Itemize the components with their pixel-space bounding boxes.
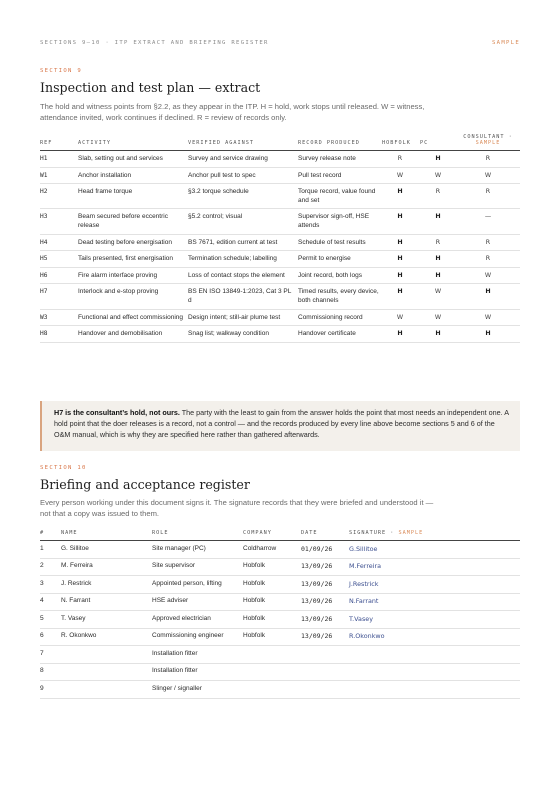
itp-consultant-cell [458, 326, 520, 343]
col-consultant [458, 134, 520, 151]
itp-consultant-cell [458, 209, 520, 234]
point-type-mark: H [435, 155, 441, 162]
section-9-intro: The hold and witness points from §2.2, as they appear in the ITP. H = hold, work stops until released. W = witness, attendance invited, work continues if declined. R = review of records only. [40, 102, 425, 122]
register-index-cell: 8 [40, 667, 44, 675]
register-row [40, 611, 520, 629]
itp-activity-cell: Functional and effect commissioning [78, 313, 184, 321]
consultant-hold-callout [40, 401, 520, 451]
point-type-mark: R [435, 188, 441, 196]
point-type-mark: W [434, 288, 442, 296]
register-index-cell: 2 [40, 562, 44, 570]
itp-pc-cell [420, 151, 458, 168]
register-role-cell: Installation fitter [152, 649, 198, 657]
col-pc: PC [420, 140, 429, 146]
register-row [40, 663, 520, 681]
section-9-label: SECTION 9 [40, 68, 83, 74]
point-type-mark: R [485, 255, 491, 263]
itp-record-cell: Survey release note [298, 155, 356, 162]
itp-ref-cell: H7 [40, 288, 48, 296]
register-role-cell: Site supervisor [152, 562, 195, 570]
register-header-row [40, 530, 520, 541]
itp-hobfolk-cell [382, 309, 420, 326]
itp-ref-cell: H8 [40, 330, 48, 338]
point-type-mark: W [396, 313, 404, 321]
point-type-mark: H [435, 255, 441, 263]
col-activity: ACTIVITY [78, 140, 111, 146]
register-signature-cell[interactable]: R.Okonkwo [349, 632, 385, 641]
itp-hobfolk-cell [382, 251, 420, 268]
col-signature-sample-tag: SAMPLE [398, 530, 424, 536]
register-date-cell: 13/09/26 [301, 562, 333, 571]
itp-record-cell: Torque record, value found and set [298, 188, 376, 204]
callout-lead: H7 is the consultant’s hold, not ours. [54, 408, 180, 417]
point-type-mark: H [485, 288, 491, 296]
itp-pc-cell [420, 184, 458, 209]
itp-ref-cell: H2 [40, 188, 48, 196]
itp-record-cell: Permit to energise [298, 255, 351, 263]
itp-ref-cell: H4 [40, 238, 48, 246]
itp-ref-cell: W3 [40, 313, 48, 321]
itp-row [40, 267, 520, 284]
itp-activity-cell: Dead testing before energisation [78, 238, 172, 246]
point-type-mark: W [434, 313, 442, 321]
itp-consultant-cell [458, 309, 520, 326]
itp-activity-cell: Interlock and e-stop proving [78, 288, 159, 296]
point-type-mark: R [435, 238, 441, 246]
point-type-mark: R [485, 188, 491, 196]
register-name-cell: T. Vasey [61, 614, 86, 622]
itp-ref-cell: H5 [40, 255, 48, 263]
itp-verified-cell: BS EN ISO 13849-1:2023, Cat 3 PL d [188, 288, 292, 304]
register-date-cell: 01/09/26 [301, 544, 333, 553]
point-type-mark: H [397, 238, 403, 246]
register-index-cell: 7 [40, 649, 44, 657]
section-10-label: SECTION 10 [40, 465, 87, 471]
itp-verified-cell: Loss of contact stops the element [188, 271, 285, 279]
itp-activity-cell: Handover and demobilisation [78, 330, 163, 338]
itp-verified-cell: Anchor pull test to spec [188, 171, 256, 179]
register-index-cell: 3 [40, 579, 44, 587]
itp-activity-cell: Anchor installation [78, 171, 132, 179]
section-10-title: Briefing and acceptance register [40, 477, 250, 492]
itp-hobfolk-cell [382, 326, 420, 343]
register-row [40, 628, 520, 646]
register-signature-cell[interactable] [349, 681, 520, 699]
callout-body: The party with the least to gain from the answer holds the point that most needs an independent one. A hold point that the doer releases is a record, not a control — and the records produced by every line above become sections 5 and 6 of the O&M manual, which is why they are specified here rather than gathered afterwards. [54, 408, 509, 439]
point-type-mark: W [484, 171, 492, 179]
itp-verified-cell: Design intent; still-air plume test [188, 313, 281, 321]
itp-row [40, 151, 520, 168]
itp-row [40, 309, 520, 326]
itp-hobfolk-cell [382, 284, 420, 309]
register-name-cell [61, 663, 152, 681]
register-index-cell: 9 [40, 684, 44, 692]
register-signature-cell[interactable] [349, 663, 520, 681]
point-type-mark: H [485, 330, 491, 338]
register-row [40, 576, 520, 594]
col-index: # [40, 530, 45, 536]
register-name-cell: N. Farrant [61, 597, 91, 605]
itp-ref-cell: W1 [40, 171, 48, 179]
point-type-mark: H [397, 255, 403, 263]
point-type-mark: H [397, 330, 403, 338]
register-role-cell: Appointed person, lifting [152, 579, 222, 587]
col-record-produced: RECORD PRODUCED [298, 140, 360, 146]
itp-activity-cell: Slab, setting out and services [78, 155, 163, 162]
point-type-mark: H [397, 188, 403, 196]
itp-hobfolk-cell [382, 209, 420, 234]
register-row [40, 646, 520, 664]
itp-row [40, 284, 520, 309]
itp-pc-cell [420, 234, 458, 251]
register-company-cell [243, 663, 301, 681]
section-10-intro: Every person working under this document signs it. The signature records that they were briefed and understood it — not that a copy was issued to them. [40, 498, 434, 518]
itp-record-cell: Handover certificate [298, 330, 356, 338]
itp-pc-cell [420, 326, 458, 343]
register-index-cell: 6 [40, 632, 44, 640]
register-name-cell [61, 681, 152, 699]
itp-activity-cell: Head frame torque [78, 188, 133, 196]
itp-verified-cell: BS 7671, edition current at test [188, 238, 278, 246]
itp-verified-cell: §3.2 torque schedule [188, 188, 249, 196]
register-company-cell: Coldharrow [243, 544, 277, 552]
point-type-mark: W [484, 313, 492, 321]
briefing-register-table [40, 530, 520, 699]
point-type-mark: W [434, 171, 442, 179]
itp-ref-cell: H3 [40, 213, 48, 221]
running-head [40, 40, 520, 50]
col-date: DATE [301, 530, 318, 536]
point-type-mark: H [435, 271, 441, 279]
register-company-cell [243, 646, 301, 664]
itp-consultant-cell [458, 151, 520, 168]
point-type-mark: W [484, 271, 492, 279]
register-name-cell: R. Okonkwo [61, 632, 97, 640]
col-company: COMPANY [243, 530, 272, 536]
running-head-title: SECTIONS 9–10 · ITP EXTRACT AND BRIEFING REGISTER [40, 40, 269, 46]
col-signature [349, 530, 520, 541]
register-index-cell: 1 [40, 544, 44, 552]
itp-pc-cell [420, 284, 458, 309]
register-company-cell: Hobfolk [243, 614, 266, 622]
register-name-cell: M. Ferreira [61, 562, 93, 570]
itp-pc-cell [420, 309, 458, 326]
itp-ref-cell: H6 [40, 271, 48, 279]
register-date-cell: 13/09/26 [301, 579, 333, 588]
col-name: NAME [61, 530, 78, 536]
register-signature-cell[interactable]: M.Ferreira [349, 562, 382, 571]
itp-row [40, 167, 520, 184]
register-date-cell: 13/09/26 [301, 597, 333, 606]
itp-verified-cell: §5.2 control; visual [188, 213, 243, 221]
register-date-cell [301, 681, 349, 699]
col-hobfolk: HOBFOLK [382, 140, 411, 146]
register-company-cell: Hobfolk [243, 632, 266, 640]
itp-consultant-cell [458, 267, 520, 284]
register-date-cell [301, 646, 349, 664]
register-role-cell: Commissioning engineer [152, 632, 224, 640]
itp-pc-cell [420, 251, 458, 268]
col-ref: REF [40, 140, 53, 146]
register-name-cell: J. Restrick [61, 579, 92, 587]
point-type-mark: R [397, 155, 403, 162]
itp-hobfolk-cell [382, 151, 420, 168]
itp-activity-cell: Beam secured before eccentric release [78, 213, 168, 229]
itp-record-cell: Schedule of test results [298, 238, 366, 246]
register-index-cell: 4 [40, 597, 44, 605]
itp-pc-cell [420, 209, 458, 234]
register-role-cell: Installation fitter [152, 667, 198, 675]
itp-activity-cell: Tails presented, first energisation [78, 255, 174, 263]
register-name-cell: G. Sillitoe [61, 544, 89, 552]
register-signature-cell[interactable] [349, 646, 520, 664]
register-row [40, 593, 520, 611]
itp-pc-cell [420, 267, 458, 284]
register-date-cell: 13/09/26 [301, 614, 333, 623]
itp-row [40, 184, 520, 209]
register-role-cell: HSE adviser [152, 597, 189, 605]
sample-stamp: SAMPLE [491, 40, 520, 46]
register-signature-cell[interactable]: T.Vasey [349, 614, 374, 623]
col-verified-against: VERIFIED AGAINST [188, 140, 254, 146]
point-type-mark: R [485, 155, 491, 162]
itp-consultant-cell [458, 184, 520, 209]
register-row [40, 681, 520, 699]
itp-record-cell: Joint record, both logs [298, 271, 362, 279]
point-type-mark: H [397, 271, 403, 279]
itp-row [40, 209, 520, 234]
register-date-cell [301, 663, 349, 681]
itp-hobfolk-cell [382, 184, 420, 209]
itp-hobfolk-cell [382, 267, 420, 284]
itp-consultant-cell [458, 234, 520, 251]
point-type-mark: R [485, 238, 491, 246]
point-type-mark: W [396, 171, 404, 179]
itp-verified-cell: Termination schedule; labelling [188, 255, 277, 263]
register-role-cell: Site manager (PC) [152, 544, 206, 552]
col-signature-label: SIGNATURE · [349, 530, 395, 536]
itp-consultant-cell [458, 284, 520, 309]
itp-pc-cell [420, 167, 458, 184]
col-consultant-sample-tag: SAMPLE [475, 140, 501, 146]
register-role-cell: Approved electrician [152, 614, 211, 622]
register-company-cell: Hobfolk [243, 562, 266, 570]
point-type-mark: H [435, 213, 441, 221]
itp-row [40, 251, 520, 268]
itp-ref-cell: H1 [40, 155, 48, 162]
point-type-mark: H [397, 288, 403, 296]
itp-consultant-cell [458, 251, 520, 268]
itp-row [40, 234, 520, 251]
itp-consultant-cell [458, 167, 520, 184]
register-company-cell [243, 681, 301, 699]
col-consultant-label: CONSULTANT · [463, 134, 513, 140]
section-9-title: Inspection and test plan — extract [40, 80, 261, 95]
itp-activity-cell: Fire alarm interface proving [78, 271, 158, 279]
register-role-cell: Slinger / signaller [152, 684, 202, 692]
itp-table [40, 134, 520, 343]
register-company-cell: Hobfolk [243, 597, 266, 605]
register-name-cell [61, 646, 152, 664]
itp-record-cell: Pull test record [298, 171, 342, 179]
col-role: ROLE [152, 530, 169, 536]
itp-header-row [40, 134, 520, 151]
register-date-cell: 13/09/26 [301, 632, 333, 641]
point-type-mark: H [435, 330, 441, 338]
register-signature-cell[interactable]: J.Restrick [349, 579, 379, 588]
itp-hobfolk-cell [382, 167, 420, 184]
itp-row [40, 326, 520, 343]
register-signature-cell[interactable]: N.Farrant [349, 597, 379, 606]
register-signature-cell[interactable]: G.Sillitoe [349, 544, 378, 553]
itp-record-cell: Commissioning record [298, 313, 363, 321]
itp-hobfolk-cell [382, 234, 420, 251]
itp-record-cell: Timed results, every device, both channels [298, 288, 379, 304]
itp-record-cell: Supervisor sign-off, HSE attends [298, 213, 370, 229]
itp-verified-cell: Snag list; walkway condition [188, 330, 269, 338]
itp-verified-cell: Survey and service drawing [188, 155, 268, 162]
register-row [40, 541, 520, 559]
point-type-mark: H [397, 213, 403, 221]
register-row [40, 558, 520, 576]
register-index-cell: 5 [40, 614, 44, 622]
register-company-cell: Hobfolk [243, 579, 266, 587]
point-type-mark: — [484, 213, 492, 221]
